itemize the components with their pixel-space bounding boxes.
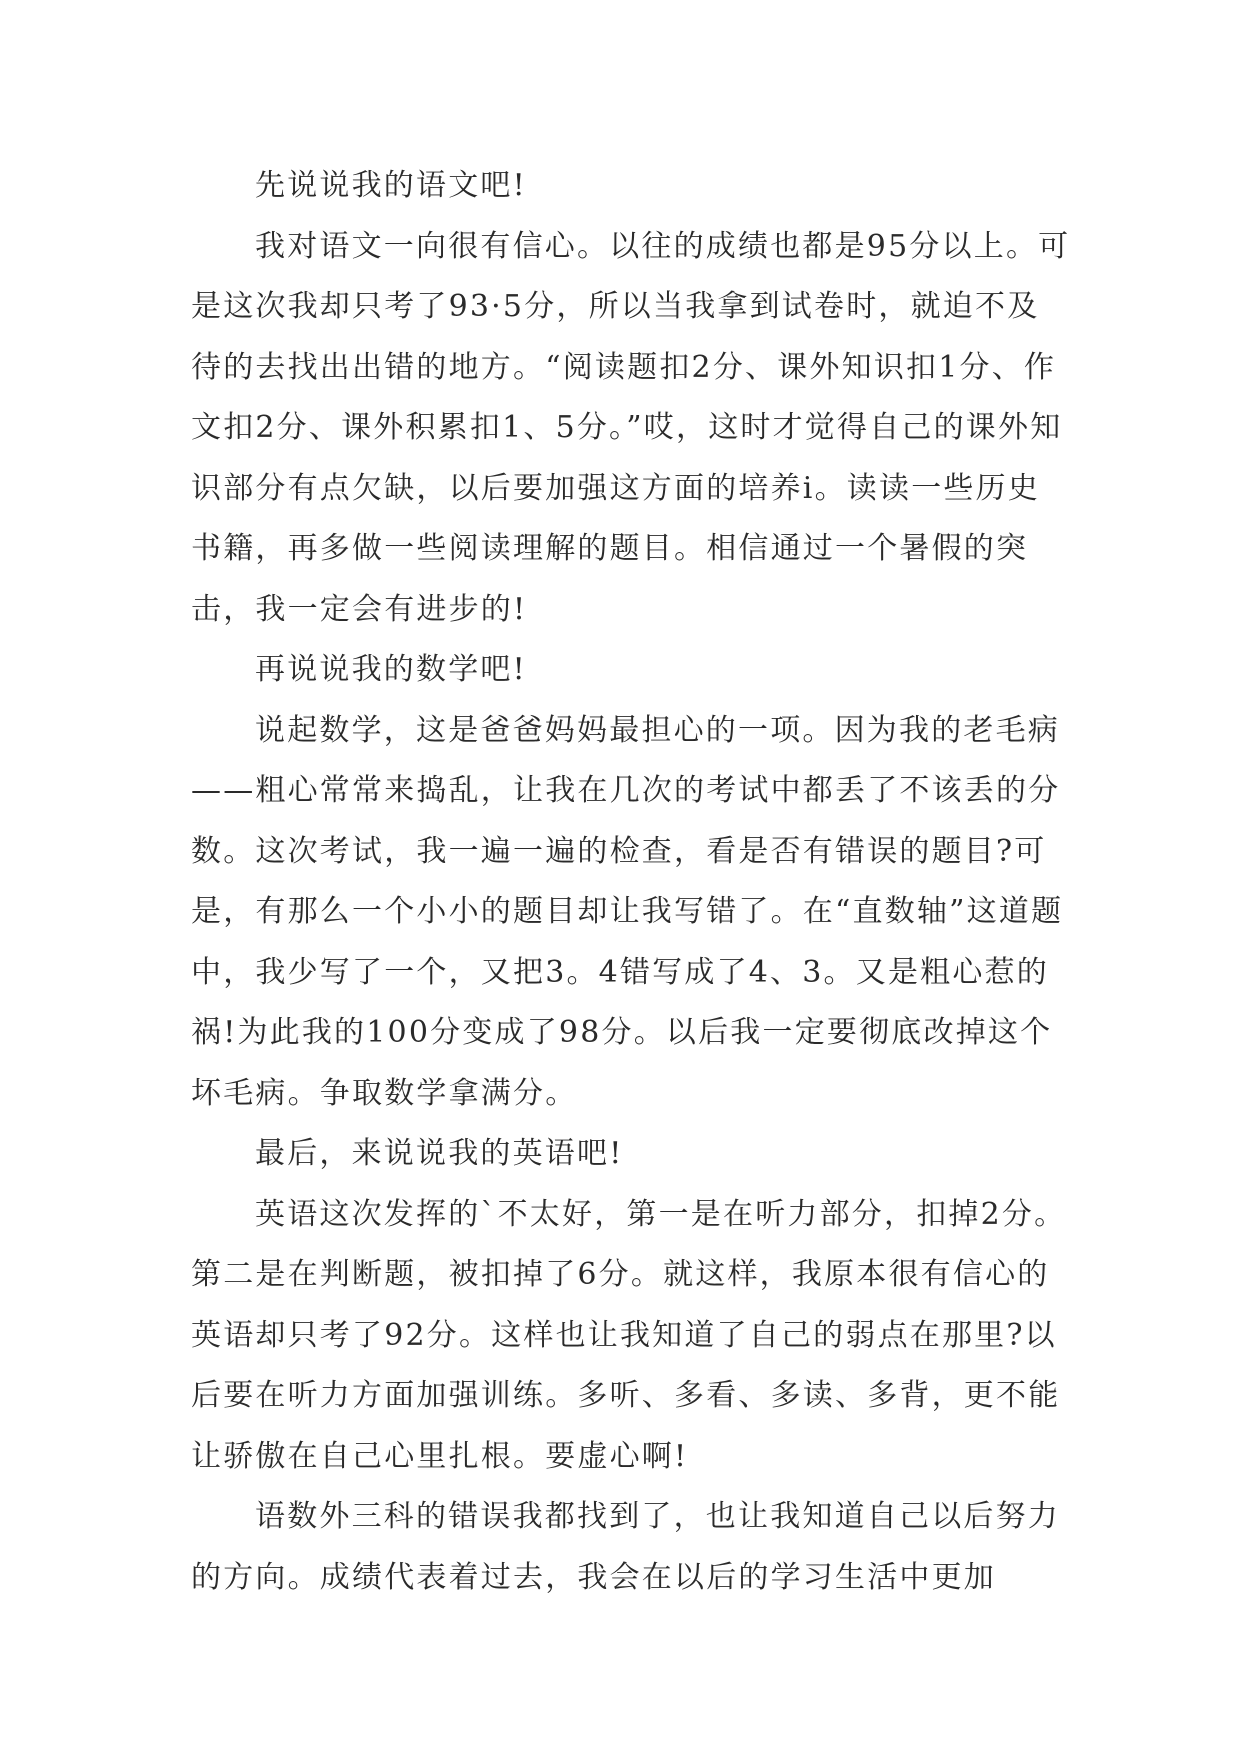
paragraph-english-body: 英语这次发挥的`不太好，第一是在听力部分，扣掉2分。第二是在判断题，被扣掉了6分。就这样，我原本很有信心的英语却只考了92分。这样也让我知道了自己的弱点在那里?以后要在听力方面加强训练。多听、多看、多读、多背，更不能让骄傲在自己心里扎根。要虚心啊! — [191, 1196, 1067, 1474]
paragraph-math-heading: 再说说我的数学吧! — [255, 652, 527, 687]
paragraph-english-heading: 最后，来说说我的英语吧! — [255, 1136, 624, 1171]
paragraph-chinese-heading: 先说说我的语文吧! — [255, 168, 527, 203]
document-body — [191, 156, 1071, 1608]
paragraph-math-body: 说起数学，这是爸爸妈妈最担心的一项。因为我的老毛病——粗心常常来捣乱，让我在几次的考试中都丢了不该丢的分数。这次考试，我一遍一遍的检查，看是否有错误的题目?可是，有那么一个小小的题目却让我写错了。在“直数轴”这道题中，我少写了一个，又把3。4错写成了4、3。又是粗心惹的祸!为此我的100分变成了98分。以后我一定要彻底改掉这个坏毛病。争取数学拿满分。 — [191, 712, 1064, 1111]
paragraph-chinese-body: 我对语文一向很有信心。以往的成绩也都是95分以上。可是这次我却只考了93·5分，所以当我拿到试卷时，就迫不及待的去找出出错的地方。“阅读题扣2分、课外知识扣1分、作文扣2分、课外积累扣1、5分。”哎，这时才觉得自己的课外知识部分有点欠缺，以后要加强这方面的培养i。读读一些历史书籍，再多做一些阅读理解的题目。相信通过一个暑假的突击，我一定会有进步的! — [191, 228, 1071, 627]
paragraph-summary: 语数外三科的错误我都找到了，也让我知道自己以后努力的方向。成绩代表着过去，我会在以后的学习生活中更加 — [191, 1499, 1060, 1595]
